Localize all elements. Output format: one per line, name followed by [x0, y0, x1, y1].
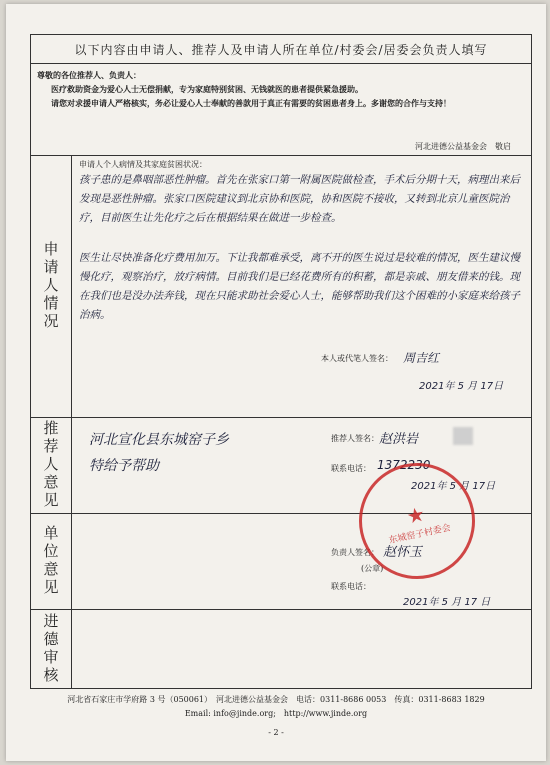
jinde-review-section-label: 进德审核	[41, 613, 60, 685]
recommender-date: 2021年 5 月 17日	[411, 481, 496, 492]
footer-contact: Email: info@jinde.org; http://www.jinde.org	[184, 709, 368, 718]
applicant-signature: 周吉红	[403, 351, 440, 365]
notice-signer: 河北进德公益基金会 敬启	[415, 142, 511, 151]
form-page	[6, 4, 546, 761]
applicant-condition-text: 孩子患的是鼻咽部恶性肿瘤。首先在张家口第一附属医院做检查，手术后分期十天，病理出来后发现是恶性肿瘤。张家口医院建议到北京协和医院，协和医院不接收，又转到北京儿童医院治疗，目前医生让先化疗之后在根据结果在做进一步检查。	[79, 174, 520, 224]
redacted-block	[453, 427, 473, 445]
application-form	[30, 34, 532, 689]
unit-signature: 赵怀玉	[383, 545, 423, 560]
applicant-poverty-text: 医生让尽快准备化疗费用加万。下让我都难承受，离不开的医生说过是较难的情况，医生建议慢慢化疗，观察治疗，放疗病情。目前我们是已经花费所有的积蓄，都是亲戚、朋友借来的钱。现在我们也是没办法奔钱，现在只能求助社会爱心人士，能够帮助我们这个困难的小家庭来给孩子治病。	[79, 252, 520, 321]
form-header-title: 以下内容由申请人、推荐人及申请人所在单位/村委会/居委会负责人填写	[74, 43, 488, 57]
divider	[31, 417, 531, 418]
official-seal-stamp: ★ 东城窑子村委会	[348, 452, 486, 590]
notice-greeting: 尊敬的各位推荐人、负责人：	[37, 70, 141, 80]
recommender-opinion: 河北宣化县东城窑子乡	[89, 432, 229, 448]
recommender-phone: 1372230	[377, 458, 431, 472]
footer-address: 河北省石家庄市学府路 3 号（050061） 河北进德公益基金会 电话：0311-8686 0053 传真：0311-8683 1829	[67, 695, 485, 704]
recommender-sign-label: 推荐人签名：	[331, 434, 379, 443]
unit-date: 2021年 5 月 17 日	[403, 597, 491, 608]
applicant-sign-label: 本人或代笔人签名：	[321, 354, 393, 363]
recommender-section-label: 推荐人意见	[41, 420, 60, 510]
divider	[31, 609, 531, 610]
divider	[31, 63, 531, 64]
page-number: - 2 -	[268, 728, 284, 737]
notice-line-2: 请您对求援申请人严格核实，务必让爱心人士奉献的善款用于真正有需要的贫困患者身上。多谢您的合作与支持！	[51, 98, 451, 108]
applicant-date: 2021年 5 月 17日	[419, 381, 504, 392]
unit-phone-label: 联系电话：	[331, 582, 371, 591]
unit-seal-note: (公章)	[361, 564, 384, 573]
divider	[31, 155, 531, 156]
recommender-phone-label: 联系电话：	[331, 464, 371, 473]
applicant-section-label: 申请人情况	[41, 241, 60, 331]
recommender-signature: 赵洪岩	[379, 432, 419, 447]
unit-sign-label: 负责人签名：	[331, 548, 379, 557]
recommender-opinion-2: 特给予帮助	[89, 458, 159, 474]
unit-section-label: 单位意见	[41, 525, 60, 597]
applicant-prompt: 申请人个人病情及其家庭贫困状况：	[79, 160, 207, 169]
notice-line-1: 医疗救助资金为爱心人士无偿捐献，专为家庭特别贫困、无钱就医的患者提供紧急援助。	[51, 84, 363, 94]
